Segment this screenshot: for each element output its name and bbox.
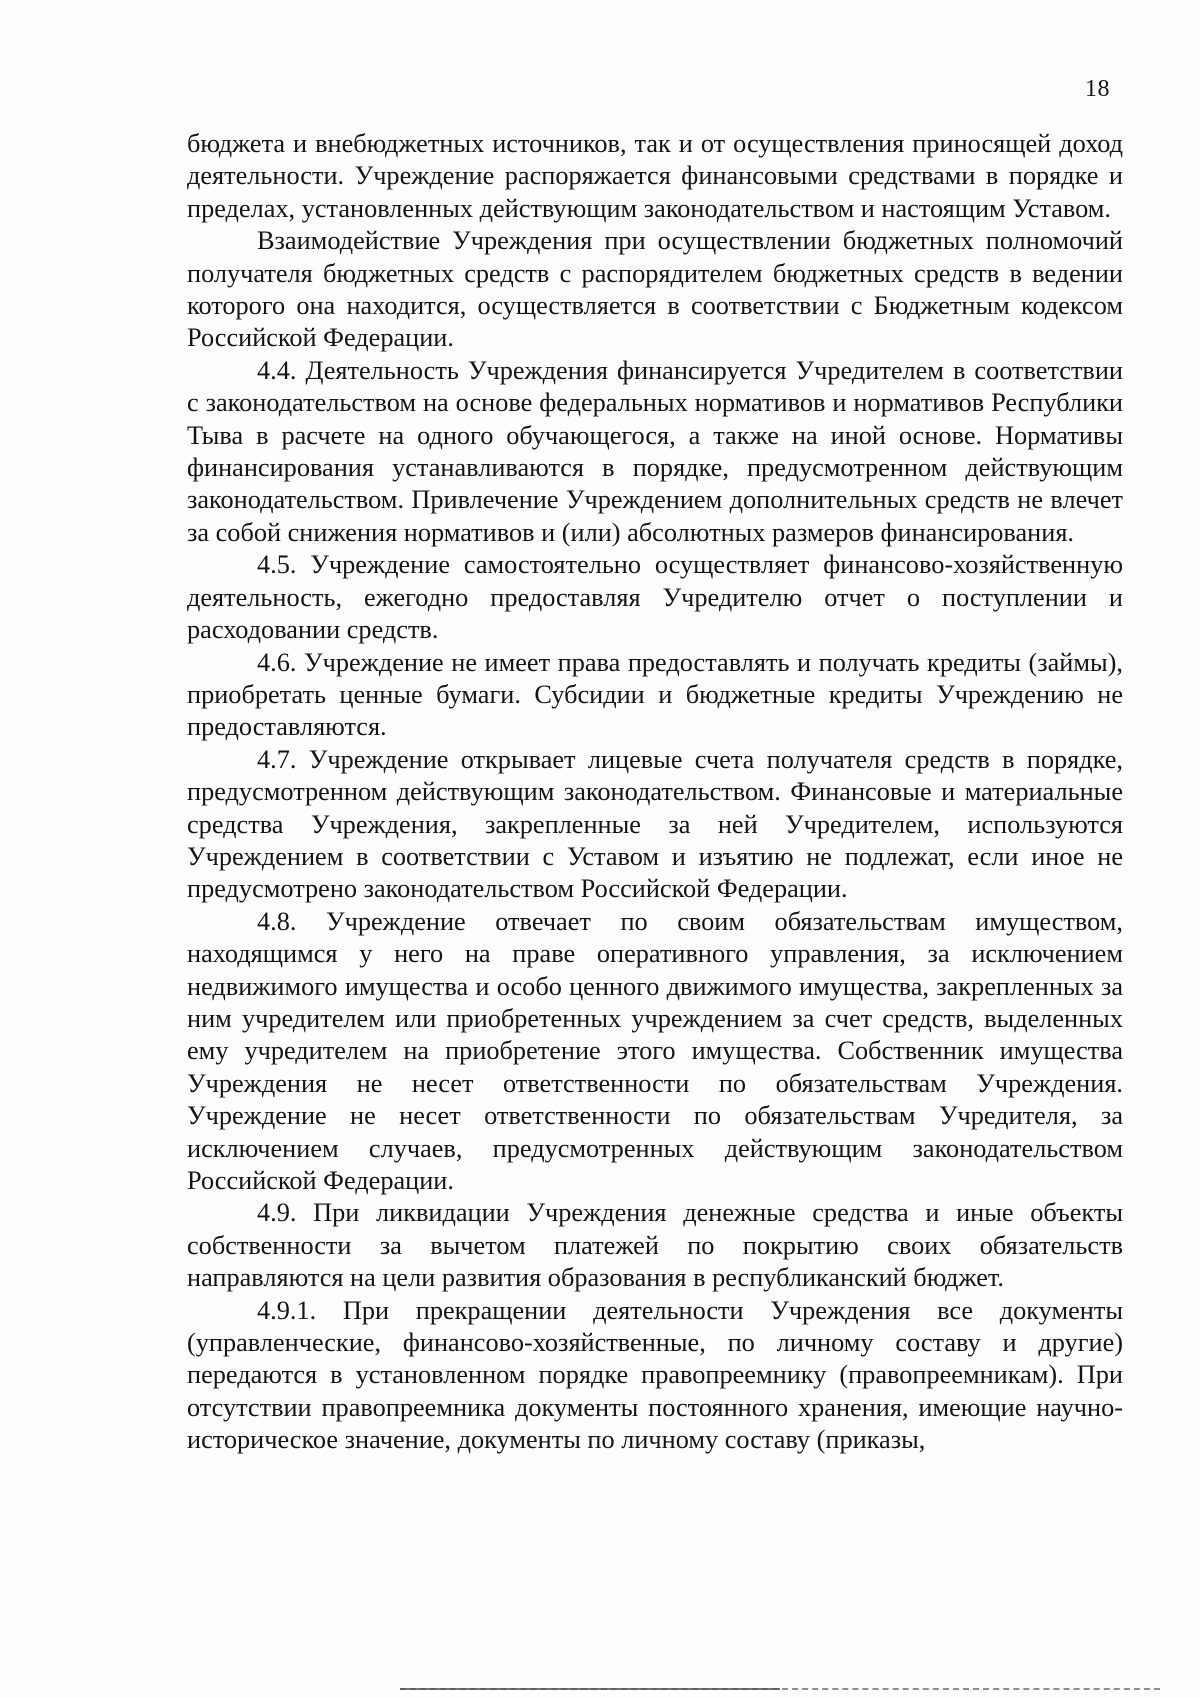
paragraph-4-7: 4.7. Учреждение открывает лицевые счета получателя средств в порядке, предусмотренном действующим законодательством. Финансовые и материальные средства Учреждения, закрепленные за ней Учредителем, используются Учреждением в соответствии с Уставом и изъятию не подлежат, если иное не предусмотрено законодательством Российской Федерации. bbox=[187, 744, 1123, 904]
paragraph-4-9-1: 4.9.1. При прекращении деятельности Учреждения все документы (управленческие, финансово-хозяйственные, по личному составу и другие) передаются в установленном порядке правопреемнику (правопреемникам). При отсутствии правопреемника документы постоянного хранения, имеющие научно-историческое значение, документы по личному составу (приказы, bbox=[187, 1295, 1123, 1455]
scan-edge-line-solid bbox=[400, 1688, 780, 1690]
paragraph-4-8: 4.8. Учреждение отвечает по своим обязательствам имуществом, находящимся у него на праве оперативного управления, за исключением недвижимого имущества и особо ценного движимого имущества, закрепленных за ним учредителем или приобретенных учреждением за счет средств, выделенных ему учредителем на приобретение этого имущества. Собственник имущества Учреждения не несет ответственности по обязательствам Учреждения. Учреждение не несет ответственности по обязательствам Учредителя, за исключением случаев, предусмотренных действующим законодательством Российской Федерации. bbox=[187, 906, 1123, 1195]
paragraph-interaction: Взаимодействие Учреждения при осуществлении бюджетных полномочий получателя бюджетных средств с распорядителем бюджетных средств в ведении которого она находится, осуществляется в соответствии с Бюджетным кодексом Российской Федерации. bbox=[187, 226, 1123, 353]
paragraph-continuation: бюджета и внебюджетных источников, так и от осуществления приносящей доход деятельности. Учреждение распоряжается финансовыми средствами в порядке и пределах, установленных действующим законодательством и настоящим Уставом. bbox=[187, 129, 1123, 223]
paragraph-4-4: 4.4. Деятельность Учреждения финансируется Учредителем в соответствии с законодательством на основе федеральных нормативов и нормативов Республики Тыва в расчете на одного обучающегося, а также на иной основе. Нормативы финансирования устанавливаются в порядке, предусмотренном действующим законодательством. Привлечение Учреждением дополнительных средств не влечет за собой снижения нормативов и (или) абсолютных размеров финансирования. bbox=[187, 355, 1123, 547]
paragraph-4-9: 4.9. При ликвидации Учреждения денежные средства и иные объекты собственности за вычетом платежей по покрытию своих обязательств направляются на цели развития образования в республиканский бюджет. bbox=[187, 1198, 1123, 1293]
document-body bbox=[187, 128, 1123, 1457]
paragraph-4-5: 4.5. Учреждение самостоятельно осуществляет финансово-хозяйственную деятельность, ежегодно предоставляя Учредителю отчет о поступлении и расходовании средств. bbox=[187, 550, 1123, 645]
page-number: 18 bbox=[1085, 76, 1110, 102]
paragraph-4-6: 4.6. Учреждение не имеет права предоставлять и получать кредиты (займы), приобретать ценные бумаги. Субсидии и бюджетные кредиты Учреждению не предоставляются. bbox=[187, 647, 1123, 742]
